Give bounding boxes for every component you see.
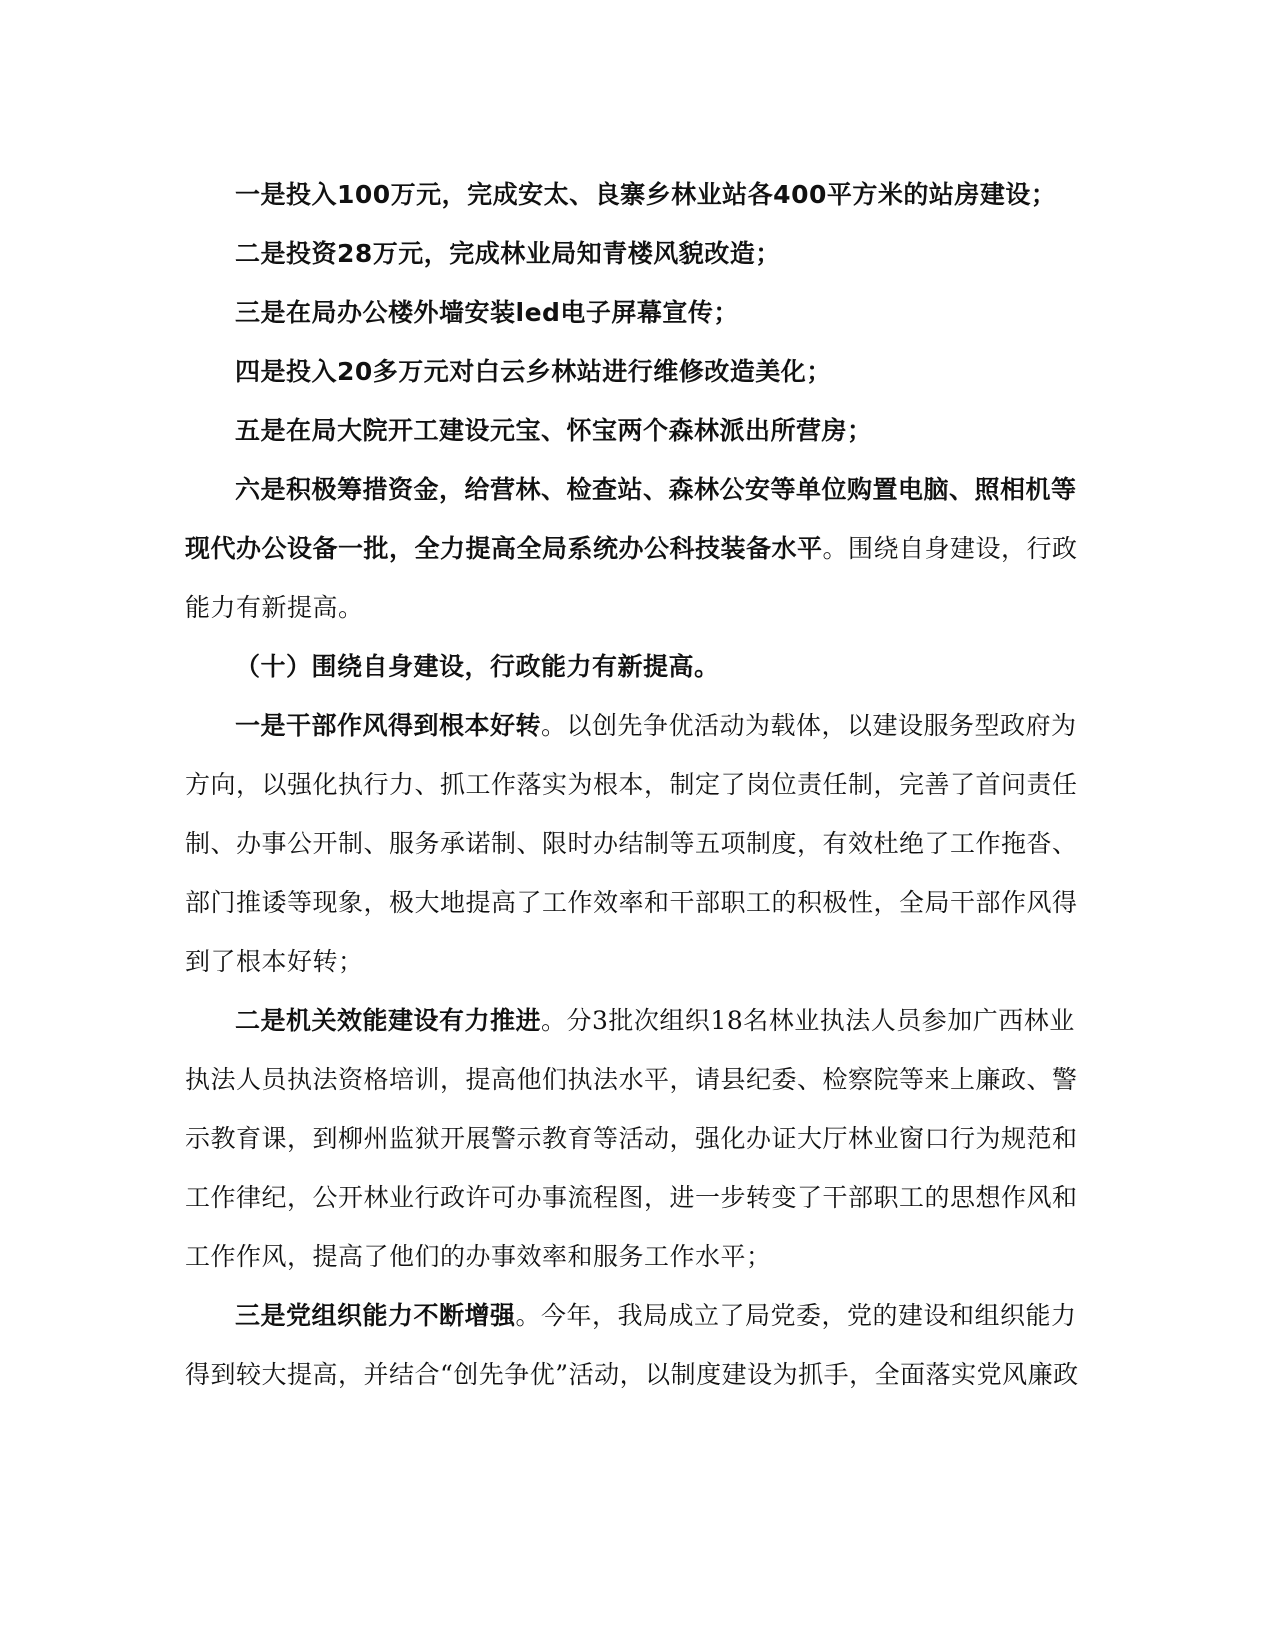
paragraph-10-lead: 三是党组织能力不断增强	[235, 1301, 516, 1330]
section-heading	[185, 637, 1085, 696]
paragraph-1	[185, 165, 1085, 224]
paragraph-5-lead: 五是在局大院开工建设元宝、怀宝两个森林派出所营房；	[235, 416, 873, 445]
paragraph-5	[185, 401, 1085, 460]
paragraph-2	[185, 224, 1085, 283]
paragraph-3-lead: 三是在局办公楼外墙安装led电子屏幕宣传；	[235, 298, 739, 327]
paragraph-4-lead: 四是投入20多万元对白云乡林站进行维修改造美化；	[235, 357, 832, 386]
paragraph-10	[185, 1286, 1085, 1404]
paragraph-9-lead: 二是机关效能建设有力推进	[235, 1006, 542, 1035]
paragraph-9-body: 。分3批次组织18名林业执法人员参加广西林业执法人员执法资格培训，提高他们执法水平，请县纪委、检察院等来上廉政、警示教育课，到柳州监狱开展警示教育等活动，强化办证大厅林业窗口行为规范和工作律纪，公开林业行政许可办事流程图，进一步转变了干部职工的思想作风和工作作风，提高了他们的办事效率和服务工作水平；	[185, 1006, 1078, 1271]
paragraph-4	[185, 342, 1085, 401]
paragraph-8	[185, 696, 1085, 991]
paragraph-6-body: 。围绕自身建设，行政能力有新提高。	[185, 534, 1078, 622]
document-body	[185, 165, 1085, 1404]
paragraph-6	[185, 460, 1085, 637]
paragraph-3	[185, 283, 1085, 342]
paragraph-9	[185, 991, 1085, 1286]
paragraph-10-body: 。今年，我局成立了局党委，党的建设和组织能力得到较大提高，并结合“创先争优”活动，以制度建设为抓手，全面落实党风廉政	[185, 1301, 1079, 1389]
paragraph-6-lead: 六是积极筹措资金，给营林、检查站、森林公安等单位购置电脑、照相机等现代办公设备一批，全力提高全局系统办公科技装备水平	[185, 475, 1077, 563]
section-heading-text: （十）围绕自身建设，行政能力有新提高。	[235, 652, 720, 681]
paragraph-8-lead: 一是干部作风得到根本好转	[235, 711, 542, 740]
paragraph-8-body: 。以创先争优活动为载体，以建设服务型政府为方向，以强化执行力、抓工作落实为根本，制定了岗位责任制，完善了首问责任制、办事公开制、服务承诺制、限时办结制等五项制度，有效杜绝了工作拖沓、部门推诿等现象，极大地提高了工作效率和干部职工的积极性，全局干部作风得到了根本好转；	[185, 711, 1078, 976]
paragraph-1-lead: 一是投入100万元，完成安太、良寨乡林业站各400平方米的站房建设；	[235, 180, 1057, 209]
paragraph-2-lead: 二是投资28万元，完成林业局知青楼风貌改造；	[235, 239, 781, 268]
